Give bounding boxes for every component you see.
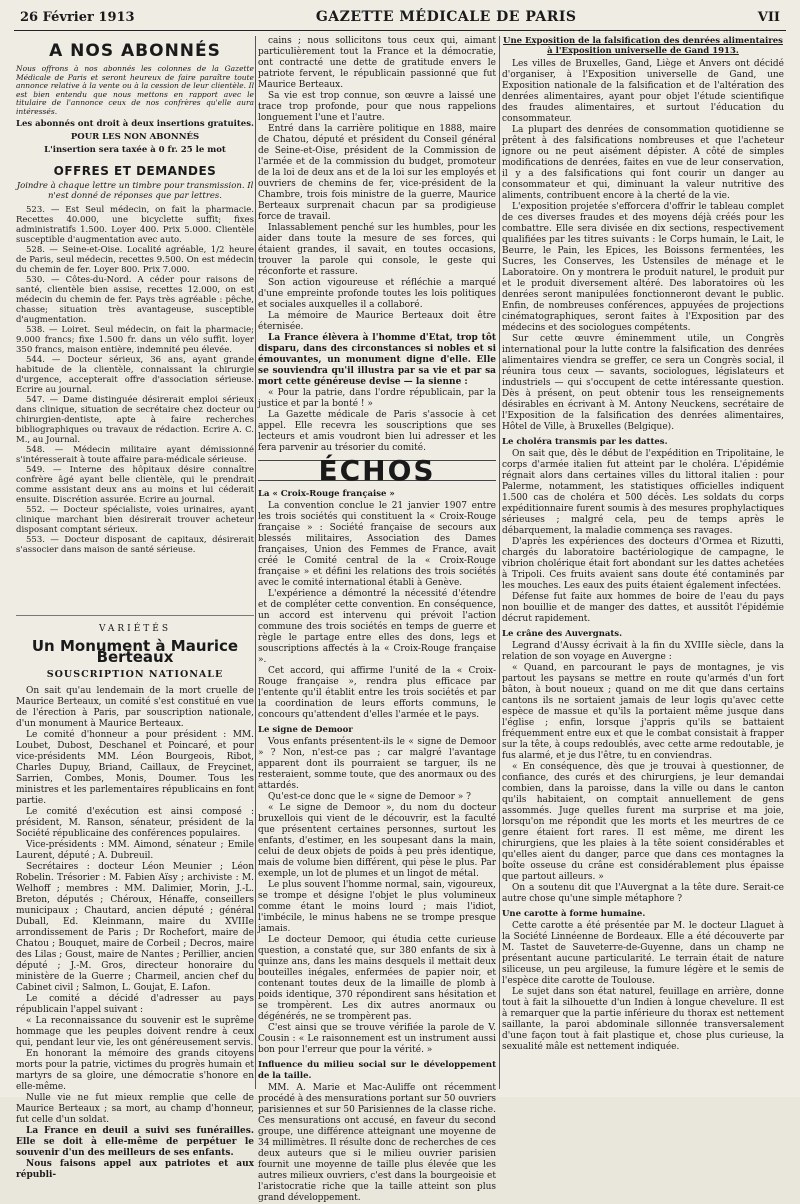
paragraph: C'est ainsi que se trouve vérifiée la parole de V. Cousin : « Le raisonnement est un instrument aussi bon pour l'erreur que pour la vérité. » xyxy=(258,1023,496,1055)
paragraph: Le comité a décidé d'adresser au pays républicain l'appel suivant : xyxy=(16,994,254,1015)
paragraph: Legrand d'Aussy écrivait à la fin du XVIIIe siècle, dans la relation de son voyage en Auvergne : xyxy=(502,641,784,662)
paragraph: D'après les expériences des docteurs d'Ormea et Rizutti, chargés du laboratoire bactériologique de campagne, le vibrion cholérique était fort abondant sur les dattes achetées à Tripoli. Ces fruits avaient sans doute été contaminés par les mouches. Les eaux des puits étaient également infectées. xyxy=(502,537,784,591)
paragraph: Le comité d'exécution est ainsi composé : président, M. Ranson, sénateur, président de la Société républicaine des conférences populaires. xyxy=(16,807,254,839)
publication-title: GAZETTE MÉDICALE DE PARIS xyxy=(315,9,577,25)
classified-ad: 528. — Seine-et-Oise. Localité agréable, 1/2 heure de Paris, seul médecin, recettes 9.500. On est médecin du chemin de fer. Loyer 800. Prix 7.000. xyxy=(16,245,254,275)
paragraph: Qu'est-ce donc que le « signe de Demoor » ? xyxy=(268,792,471,802)
paragraph: « La reconnaissance du souvenir est le suprême hommage que les peuples doivent rendre à ceux qui, pendant leur vie, les ont généreusement servis. xyxy=(16,1016,254,1048)
abonnes-heading: A NOS ABONNÉS xyxy=(49,41,221,61)
classified-ad: 549. — Interne des hôpitaux désire connaître confrère âgé ayant belle clientèle, qui le prendrait comme assistant deux ans au moins et lui céderait ensuite. Discrétion assurée. Ecrire au journal. xyxy=(16,465,254,505)
paragraph: cains ; nous sollicitons tous ceux qui, aimant particulièrement tout la France et la démocratie, ont contracté une dette de gratitude envers le patriote fervent, le républicain passionné que fut Maurice Berteaux. xyxy=(258,36,496,90)
paragraph: Les villes de Bruxelles, Gand, Liège et Anvers ont décidé d'organiser, à l'Exposition universelle de Gand, une Exposition nationale de la falsification et de l'altération des denrées alimentaires, ayant pour objet l'étude scientifique des fraudes alimentaires, et surtout l'éducation du consommateur. xyxy=(502,59,784,124)
abonnes-line: POUR LES NON ABONNÉS xyxy=(70,132,200,142)
paragraph: Cette carotte a été présentée par M. le docteur Llaguet à la Société Linnéenne de Bordeaux. Elle a été découverte par M. Tastet de Sauveterre-de-Guyenne, dans un champ ne présentant aucune particularité. Le terrain était de nature siliceuse, un peu argileuse, la fumure légère et le semis de l'espèce dite carotte de Toulouse. xyxy=(502,921,784,986)
paragraph: Cet accord, qui affirme l'unité de la « Croix-Rouge française », rendra plus efficace par l'entente qu'il établit entre les trois sociétés et par la coordination de leurs efforts communs, le concours qu'attendent d'elles l'armée et le pays. xyxy=(258,666,496,720)
header-rule xyxy=(14,30,786,31)
paragraph: L'exposition projetée s'efforcera d'offrir le tableau complet de ces diverses fraudes et des moyens déjà créés pour les combattre. Elle sera divisée en dix sections, respectivement qualifiées par les titres suivants : le Corps humain, le Lait, le Beurre, le Pain, les Epices, les Boissons fermentées, les Sucres, les Conserves, les Ustensiles de ménage et le Laboratoire. On y montrera le produit naturel, le produit pur et le produit diversement altéré. Des laboratoires où les denrées seront manipulées fonctionneront devant le public. Enfin, de nombreuses conférences, appuyées de projections cinématographiques, seront faites à l'Exposition par des médecins et des sociologues compétents. xyxy=(502,202,784,333)
classified-ad: 538. — Loiret. Seul médecin, on fait la pharmacie; 9.000 francs; fixe 1.500 fr. dans un vélo suffit. loyer 350 francs, maison entière, indemnité peu élevée. xyxy=(16,325,254,355)
souscription-heading: SOUSCRIPTION NATIONALE xyxy=(46,669,224,680)
classified-ad: 553. — Docteur disposant de capitaux, désirerait s'associer dans maison de santé sérieuse. xyxy=(16,535,254,555)
echos-heading: ÉCHOS xyxy=(258,460,496,481)
abonnes-line: Les abonnés ont droit à deux insertions gratuites. xyxy=(16,119,254,129)
paragraph: MM. A. Marie et Mac-Auliffe ont récemment procédé à des mensurations portant sur 50 ouvriers parisiennes et sur 50 Parisiennes de la classe riche. Ces mensurations ont accusé, en faveur du second groupe, une différence atteignant une moyenne de 34 millimètres. Il résulte donc de recherches de ces deux auteurs que si le milieu ouvrier parisien fournit une moyenne de taille plus élevée que les autres milieux ouvriers, c'est dans la bourgeoisie et l'aristocratie riche que la taille atteint son plus grand développement. xyxy=(258,1083,496,1203)
subheading: Le choléra transmis par les dattes. xyxy=(502,437,668,447)
paragraph: La France en deuil a suivi ses funérailles. Elle se doit à elle-même de perpétuer le souvenir d'un des meilleurs de ses enfants. xyxy=(16,1126,254,1158)
subheading: Influence du milieu social sur le développement de la taille. xyxy=(258,1060,496,1081)
paragraph: Le plus souvent l'homme normal, sain, vigoureux, se trompe et désigne l'objet le plus volumineux comme étant le moins lourd ; mais l'idiot, l'imbécile, le minus habens ne se trompe presque jamais. xyxy=(258,880,496,934)
monument-heading: Un Monument à Maurice Berteaux xyxy=(31,637,239,666)
abonnes-text: Nous offrons à nos abonnés les colonnes de la Gazette Médicale de Paris et seront heureux de faire paraître toute annonce relative à la vente ou à la cession de leur clientèle. Il est bien entendu que nous mettons en rapport avec le titulaire de l'annonce ceux de nos confrères qu'elle aura intéressés. xyxy=(16,64,254,116)
paragraph-last-line: Nous faisons appel aux patriotes et aux républi- xyxy=(16,1159,254,1180)
running-head xyxy=(20,6,780,28)
paragraph: En honorant la mémoire des grands citoyens morts pour la patrie, victimes du progrès humain et martyrs de sa gloire, une démocratie s'honore en elle-même. xyxy=(16,1049,254,1092)
subheading: La « Croix-Rouge française » xyxy=(258,489,395,499)
column-2 xyxy=(258,36,496,1203)
paragraph: La Gazette médicale de Paris s'associe à cet appel. Elle recevra les souscriptions que ses lecteurs et amis voudront bien lui adresser et les fera parvenir au trésorier du comité. xyxy=(258,410,496,453)
paragraph: Vice-présidents : MM. Aimond, sénateur ; Emile Laurent, député ; A. Dubreuil. xyxy=(16,840,254,861)
subheading: Une Exposition de la falsification des denrées alimentaires à l'Exposition universelle de Gand 1913. xyxy=(503,36,783,56)
paragraph: Secrétaires : docteur Léon Meunier ; Léon Robelin. Trésorier : M. Fabien Aïsy ; archiviste : M. Welhoff ; membres : MM. Dalimier, Morin, J.-L. Breton, députés ; Chéroux, Hénaffe, conseillers municipaux ; Chautard, ancien député ; général Duball, Ed. Kleinmann, maire du XVIIIe arrondissement de Paris ; Dr Rochefort, maire de Chatou ; Bouquet, maire de Corbeil ; Decros, maire des Lilas ; Goust, maire de Nantes ; Perillier, ancien député ; J.-M. Gros, directeur honoraire du ministère de la Guerre ; Charmeil, ancien chef du Cabinet civil ; Salmon, L. Goujat, E. Lafon. xyxy=(16,862,254,993)
column-1 xyxy=(16,36,254,1180)
offres-heading: OFFRES ET DEMANDES xyxy=(53,164,217,178)
paragraph: Entré dans la carrière politique en 1888, maire de Chatou, député et président du Conseil général de Seine-et-Oise, président de la Commission de l'armée et de la commission du budget, promoteur de la loi de deux ans et de la loi sur les employés et ouvriers de chemins de fer, vice-président de la Chambre, trois fois ministre de la guerre, Maurice Berteaux surprenait chacun par sa prodigieuse force de travail. xyxy=(258,124,496,222)
paragraph: Le docteur Demoor, qui étudia cette curieuse question, a constaté que, sur 380 enfants de six à quinze ans, dans les mains desquels il mettait deux bouteilles inégales, enfermées de papier noir, et contenant toutes deux de la limaille de plomb à poids identique, 370 répondirent sans hésitation et se trompèrent. Les dix autres anormaux ou dégénérés, ne se trompèrent pas. xyxy=(258,935,496,1022)
classified-ad: 552. — Docteur spécialiste, voies urinaires, ayant clinique marchant bien désirerait trouver acheteur disposant comptant sérieux. xyxy=(16,505,254,535)
paragraph: Le comité d'honneur a pour président : MM. Loubet, Dubost, Deschanel et Poincaré, et pour vice-présidents MM. Léon Bourgeois, Ribot, Charles Dupuy, Briand, Caillaux, de Freycinet, Sarrien, Combes, Monis, Doumer. Tous les ministres et les parlementaires républicains en font partie. xyxy=(16,730,254,806)
paragraph: La France élèvera à l'homme d'Etat, trop tôt disparu, dans des circonstances si nobles et si émouvantes, un monument digne d'elle. Elle se souviendra qu'il illustra par sa vie et par sa mort cette généreuse devise — la sienne : xyxy=(258,333,496,387)
paragraph: La mémoire de Maurice Berteaux doit être éternisée. xyxy=(258,311,496,332)
column-rule xyxy=(499,36,500,1089)
classified-ad: 523. — Est Seul médecin, on fait la pharmacie. Recettes 40.000, une bicyclette suffit; fixes administratifs 1.500. Loyer 400. Prix 5.000. Clientèle susceptible d'augmentation avec auto. xyxy=(16,205,254,245)
paragraph: La plupart des denrées de consommation quotidienne se prêtent à des falsifications nombreuses et que l'acheteur ignore ou ne peut aisément dépister. A côté de simples modifications de denrées, faites en vue de leur conservation, il y a des falsifications qui font courir un danger au consommateur et qui, diminuant la valeur nutritive des aliments, contribuent encore à la cherté de la vie. xyxy=(502,125,784,201)
paragraph: Son action vigoureuse et réfléchie a marqué d'une empreinte profonde toutes les lois politiques et sociales auxquelles il a collaboré. xyxy=(258,278,496,310)
paragraph: On sait que, dès le début de l'expédition en Tripolitaine, le corps d'armée italien fut atteint par le choléra. L'épidémie régnait alors dans certaines villes du littoral italien : pour Palerme, notamment, les statistiques officielles indiquent 1.500 cas de choléra et 500 décès. Les soldats du corps expéditionnaire furent soumis à des mesures prophylactiques sérieuses ; malgré cela, peu de temps après le débarquement, la maladie commença ses ravages. xyxy=(502,449,784,536)
paragraph: On a soutenu dit que l'Auvergnat a la tête dure. Serait-ce autre chose qu'une simple métaphore ? xyxy=(502,883,784,904)
paragraph: La convention conclue le 21 janvier 1907 entre les trois sociétés qui constituent la « Croix-Rouge française » : Société française de secours aux blessés militaires, Association des Dames françaises, Union des Femmes de France, avait créé le Comité central de la « Croix-Rouge française » et défini les relations des trois sociétés avec le comité international établi à Genève. xyxy=(258,501,496,588)
paragraph: Inlassablement penché sur les humbles, pour les aider dans toute la mesure de ses forces, qui étaient grandes, il savait, en toutes occasions, trouver la parole qui console, le geste qui réconforte et rassure. xyxy=(258,223,496,277)
subheading: Le signe de Demoor xyxy=(258,725,353,735)
classified-ad: 548. — Médecin militaire ayant démissionné s'intéresserait à toute affaire para-médicale sérieuse. xyxy=(16,445,254,465)
paragraph: « En conséquence, dès que je trouvai à questionner, de confiance, des curés et des chirurgiens, je leur demandai combien, dans la paroisse, dans la ville ou dans le canton qu'ils habitaient, on comptait annuellement de gens assommés. Juge quelles furent ma surprise et ma joie, lorsqu'on me répondit que les morts et les meurtres de ce genre étaient fort rares. Il est même, me dirent les chirurgiens, que les plaies à la tête soient considérables et qu'elles aient du danger, parce que dans ces montagnes la boîte osseuse du crâne est considérablement plus épaisse que partout ailleurs. » xyxy=(502,762,784,882)
abonnes-line: L'insertion sera taxée à 0 fr. 25 le mot xyxy=(44,145,226,155)
paragraph: Sur cette œuvre éminemment utile, un Congrès international pour la lutte contre la falsification des denrées alimentaires viendra se greffer, ce sera un Congrès social, il réunira tous ceux — savants, sociologues, législateurs et industriels — qui s'occupent de cette intéressante question. Dès à présent, on peut obtenir tous les renseignements désirables en écrivant à M. Antony Neuckens, secrétaire de l'Exposition de la falsification des denrées alimentaires, Hôtel de Ville, à Bruxelles (Belgique). xyxy=(502,334,784,432)
column-rule xyxy=(255,36,256,1089)
paragraph: « Quand, en parcourant le pays de montagnes, je vis partout les paysans se mettre en route qu'armés d'un fort bâton, à bout noueux ; quand on me dit que dans certains cantons ils ne sortaient jamais de leur logis qu'avec cette espèce de massue et qu'ils la portaient même jusque dans l'église ; enfin, lorsque j'appris qu'ils se battaient fréquemment entre eux et que le combat consistait à frapper sur la tête, à coups redoublés, avec cette arme redoutable, je fus alarmé, et je dus l'être, tu en conviendras. xyxy=(502,663,784,761)
paragraph: « Le signe de Demoor », du nom du docteur bruxellois qui vient de le découvrir, est la faculté que présentent certaines personnes, surtout les enfants, d'estimer, en les soupesant dans la main, celui de deux objets de poids à peu près identique, mais de volume bien différent, qui pèse le plus. Par exemple, un lot de plumes et un lingot de métal. xyxy=(258,803,496,879)
page-number: VII xyxy=(757,9,780,25)
paragraph: Vous enfants présentent-ils le « signe de Demoor » ? Non, n'est-ce pas ; car malgré l'avantage apparent dont ils pourraient se targuer, ils ne resteraient, somme toute, que des anormaux ou des attardés. xyxy=(258,737,496,791)
offres-subtitle: Joindre à chaque lettre un timbre pour transmission. Il n'est donné de réponses que par lettres. xyxy=(16,181,254,201)
paragraph: Le sujet dans son état naturel, feuillage en arrière, donne tout à fait la silhouette d'un Indien à longue chevelure. Il est à remarquer que la partie inférieure du thorax est nettement saillante, la paroi abdominale sillonnée transversalement d'une façon tout à fait plastique et, chose plus curieuse, la sexualité mâle est nettement indiquée. xyxy=(502,987,784,1052)
classified-ad: 547. — Dame distinguée désirerait emploi sérieux dans clinique, situation de secrétaire chez docteur ou chirurgien-dentiste, apte à faire recherches bibliographiques ou travaux de rédaction. Ecrire A. C. M., au Journal. xyxy=(16,395,254,445)
paragraph: On sait qu'au lendemain de la mort cruelle de Maurice Berteaux, un comité s'est constitué en vue de l'érection à Paris, par souscription nationale, d'un monument à Maurice Berteaux. xyxy=(16,686,254,729)
classified-ad: 530. — Côtes-du-Nord. A céder pour raisons de santé, clientèle bien assise, recettes 12.000, on est médecin du chemin de fer. Pays très agréable : pêche, chasse; situation très avantageuse, susceptible d'augmentation. xyxy=(16,275,254,325)
paragraph: L'expérience a démontré la nécessité d'étendre et de compléter cette convention. En conséquence, un accord est intervenu qui prévoit l'action commune des trois sociétés en temps de guerre et règle le partage entre elles des dons, legs et souscriptions affectés à la « Croix-Rouge française ». xyxy=(258,589,496,665)
subheading: Le crâne des Auvergnats. xyxy=(502,629,623,639)
classified-ad: 544. — Docteur sérieux, 36 ans, ayant grande habitude de la clientèle, connaissant la chirurgie d'urgence, accepterait offre d'association sérieuse. Ecrire au journal. xyxy=(16,355,254,395)
paragraph: Défense fut faite aux hommes de boire de l'eau du pays non bouillie et de manger des dattes, et aussitôt l'épidémie décrut rapidement. xyxy=(502,592,784,624)
column-3 xyxy=(502,36,784,1091)
issue-date: 26 Février 1913 xyxy=(20,9,135,25)
subheading: Une carotte à forme humaine. xyxy=(502,909,646,919)
paragraph: « Pour la patrie, dans l'ordre républicain, par la justice et par la bonté ! » xyxy=(258,388,496,409)
paragraph: Sa vie est trop connue, son œuvre a laissé une trace trop profonde, pour que nous rappelions longuement l'une et l'autre. xyxy=(258,91,496,123)
paragraph: Nulle vie ne fut mieux remplie que celle de Maurice Berteaux ; sa mort, au champ d'honneur, fut celle d'un soldat. xyxy=(16,1093,254,1125)
varietes-heading: VARIÉTÉS xyxy=(16,615,254,635)
